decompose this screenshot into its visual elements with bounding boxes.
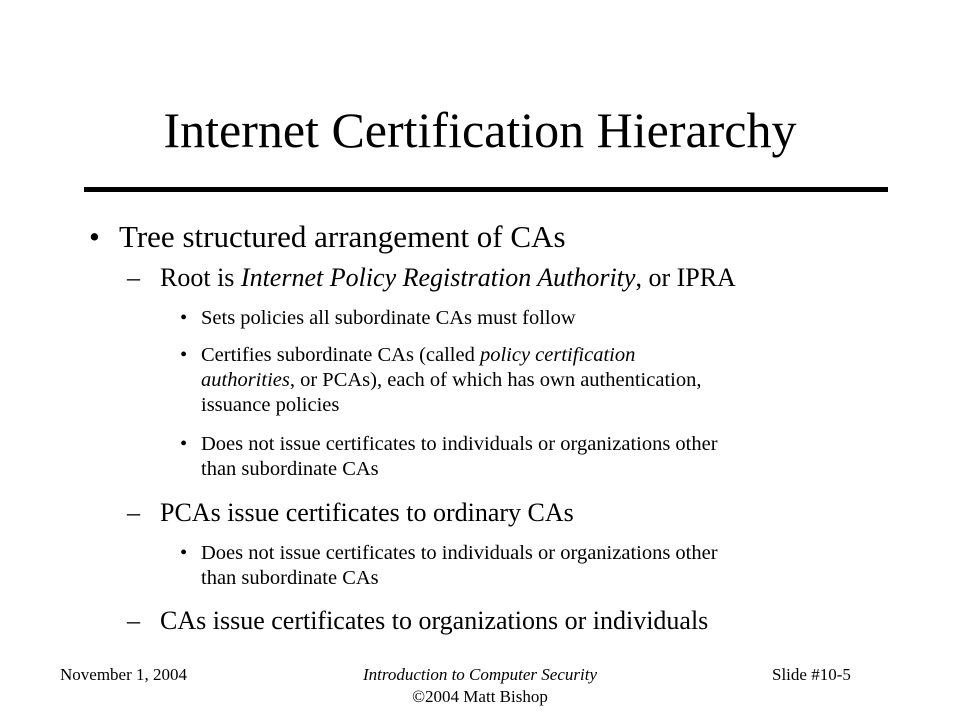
line-1: Does not issue certificates to individuals or organizations other: [201, 433, 718, 455]
line-2: than subordinate CAs: [201, 567, 379, 589]
slide-title: Internet Certification Hierarchy: [163, 102, 797, 158]
bullet-text: Sets policies all subordinate CAs must follow: [201, 307, 576, 329]
line-2: than subordinate CAs: [201, 458, 379, 480]
course-title: Introduction to Computer Security: [362, 665, 598, 684]
bullet-marker: •: [180, 344, 188, 366]
bullet-marker: •: [89, 219, 100, 254]
bullet-marker: •: [180, 307, 188, 329]
dash-marker: –: [127, 498, 140, 527]
footer-slide-number: Slide #10-5: [772, 665, 851, 684]
line-1: Certifies subordinate CAs (called policy certification: [201, 344, 636, 366]
bullet-text: PCAs issue certificates to ordinary CAs: [160, 498, 574, 527]
line-2: authorities, or PCAs), each of which has own authentication,: [201, 369, 702, 391]
bullet-text: Root is Internet Policy Registration Authority, or IPRA: [160, 263, 736, 292]
dash-marker: –: [127, 606, 140, 635]
copyright: ©2004 Matt Bishop: [412, 687, 548, 706]
line-1: Does not issue certificates to individuals or organizations other: [201, 542, 718, 564]
line-3: issuance policies: [201, 394, 340, 416]
bullet-text: Tree structured arrangement of CAs: [119, 219, 566, 254]
bullet-marker: •: [180, 542, 188, 564]
bullet-text: CAs issue certificates to organizations or individuals: [160, 606, 709, 635]
bullet-text: [201, 432, 718, 482]
footer-date: November 1, 2004: [60, 665, 188, 684]
bullet-text: [201, 541, 718, 591]
dash-marker: –: [127, 263, 140, 292]
bullet-text: [201, 343, 701, 418]
footer-course: [320, 664, 640, 708]
title-divider: [84, 187, 888, 192]
bullet-marker: •: [180, 433, 188, 455]
